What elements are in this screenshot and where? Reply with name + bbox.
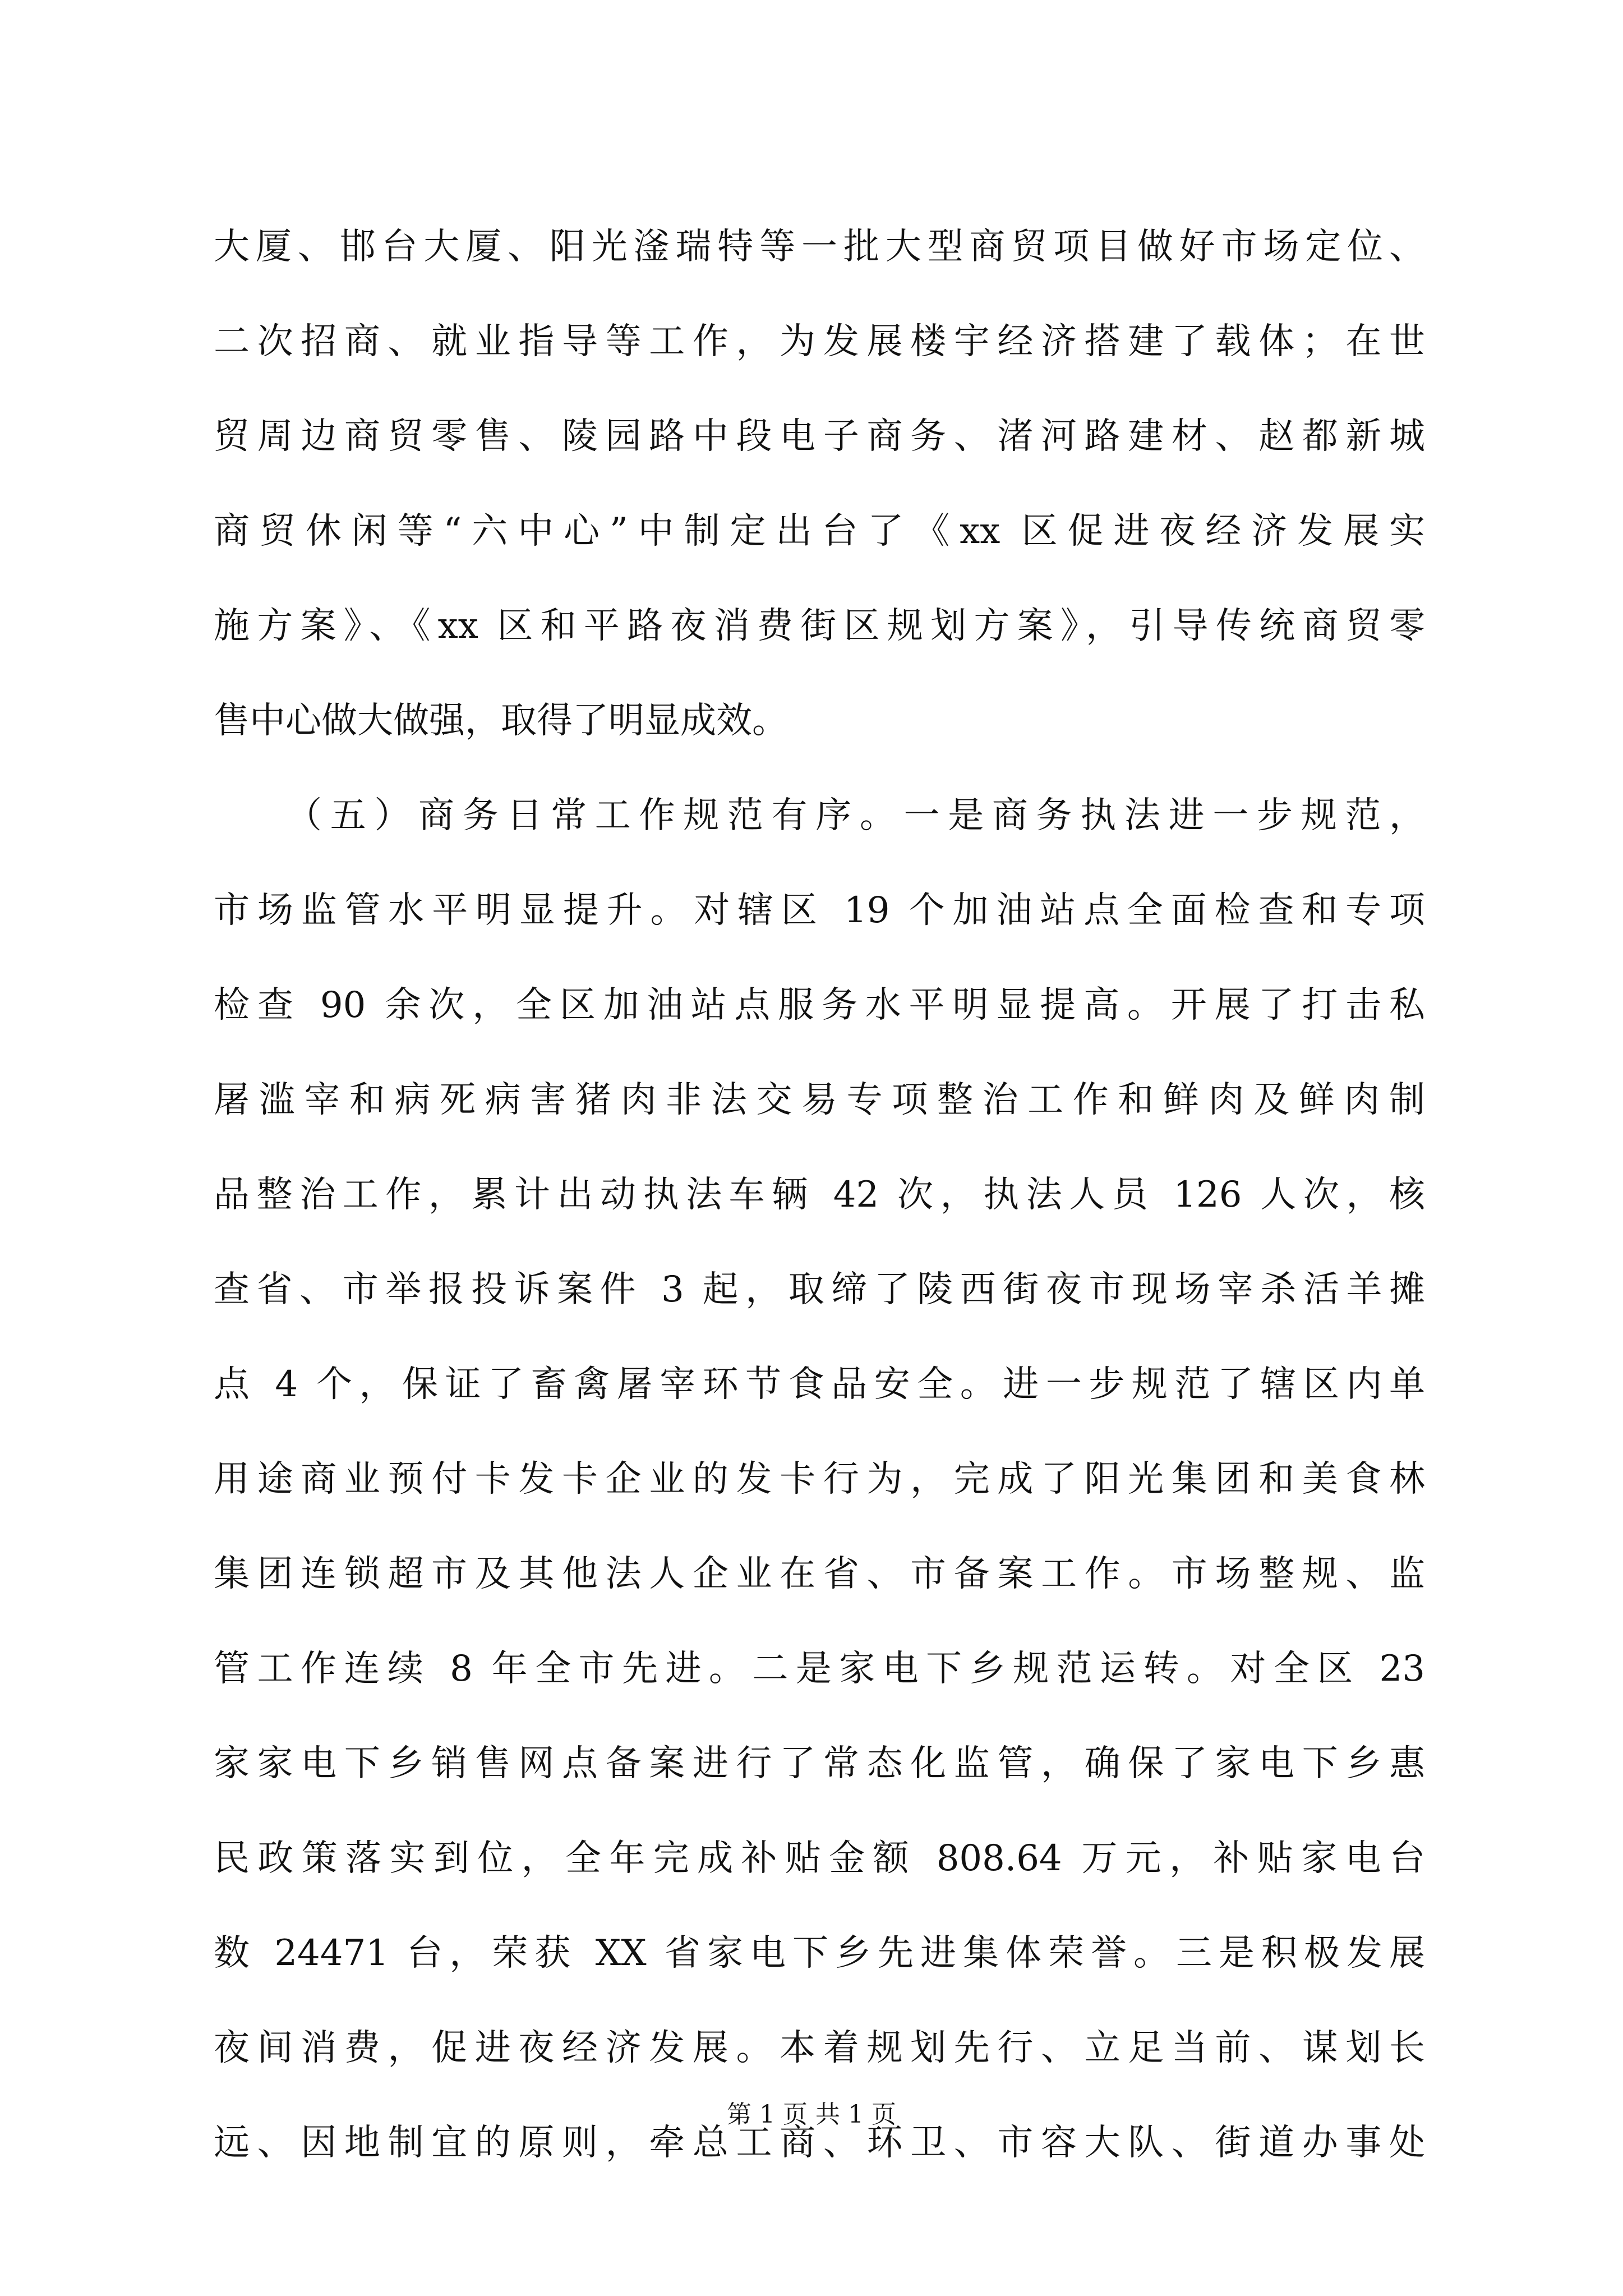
text-line: 用途商业预付卡发卡企业的发卡行为，完成了阳光集团和美食林: [214, 1458, 1425, 1500]
text-line: 点 4 个，保证了畜禽屠宰环节食品安全。进一步规范了辖区内单: [214, 1364, 1425, 1405]
text-line: 施方案》、《xx 区和平路夜消费街区规划方案》，引导传统商贸零: [214, 605, 1425, 647]
text-line: 查省、市举报投诉案件 3 起，取缔了陵西街夜市现场宰杀活羊摊: [214, 1269, 1425, 1310]
text-line: 品整治工作，累计出动执法车辆 42 次，执法人员 126 人次，核: [214, 1174, 1425, 1216]
paragraph-heading-line: （五）商务日常工作规范有序。一是商务执法进一步规范，: [286, 795, 1425, 836]
text-line: 民政策落实到位，全年完成补贴金额 808.64 万元，补贴家电台: [214, 1838, 1425, 1879]
text-line: 二次招商、就业指导等工作，为发展楼宇经济搭建了载体；在世: [214, 321, 1425, 362]
text-line: 检查 90 余次，全区加油站点服务水平明显提高。开展了打击私: [214, 984, 1425, 1026]
text-line: 夜间消费，促进夜经济发展。本着规划先行、立足当前、谋划长: [214, 2027, 1425, 2069]
text-line: 市场监管水平明显提升。对辖区 19 个加油站点全面检查和专项: [214, 890, 1425, 931]
text-line: 家家电下乡销售网点备案进行了常态化监管，确保了家电下乡惠: [214, 1743, 1425, 1784]
page-footer: 第 1 页 共 1 页: [727, 2100, 896, 2129]
text-line: 数 24471 台，荣获 XX 省家电下乡先进集体荣誉。三是积极发展: [214, 1932, 1425, 1974]
text-line: 屠滥宰和病死病害猪肉非法交易专项整治工作和鲜肉及鲜肉制: [214, 1079, 1425, 1121]
text-line: 贸周边商贸零售、陵园路中段电子商务、渚河路建材、赵都新城: [214, 416, 1425, 457]
text-line: 管工作连续 8 年全市先进。二是家电下乡规范运转。对全区 23: [214, 1648, 1425, 1690]
document-body: [214, 200, 1425, 2191]
text-line: 售中心做大做强，取得了明显成效。: [214, 700, 788, 742]
text-line: 商贸休闲等“六中心”中制定出台了《xx 区促进夜经济发展实: [214, 510, 1425, 552]
text-line: 远、因地制宜的原则，牵总工商、环卫、市容大队、街道办事处: [214, 2122, 1425, 2164]
text-line: 大厦、邯台大厦、阳光滏瑞特等一批大型商贸项目做好市场定位、: [214, 226, 1425, 268]
text-line: 集团连锁超市及其他法人企业在省、市备案工作。市场整规、监: [214, 1553, 1425, 1595]
